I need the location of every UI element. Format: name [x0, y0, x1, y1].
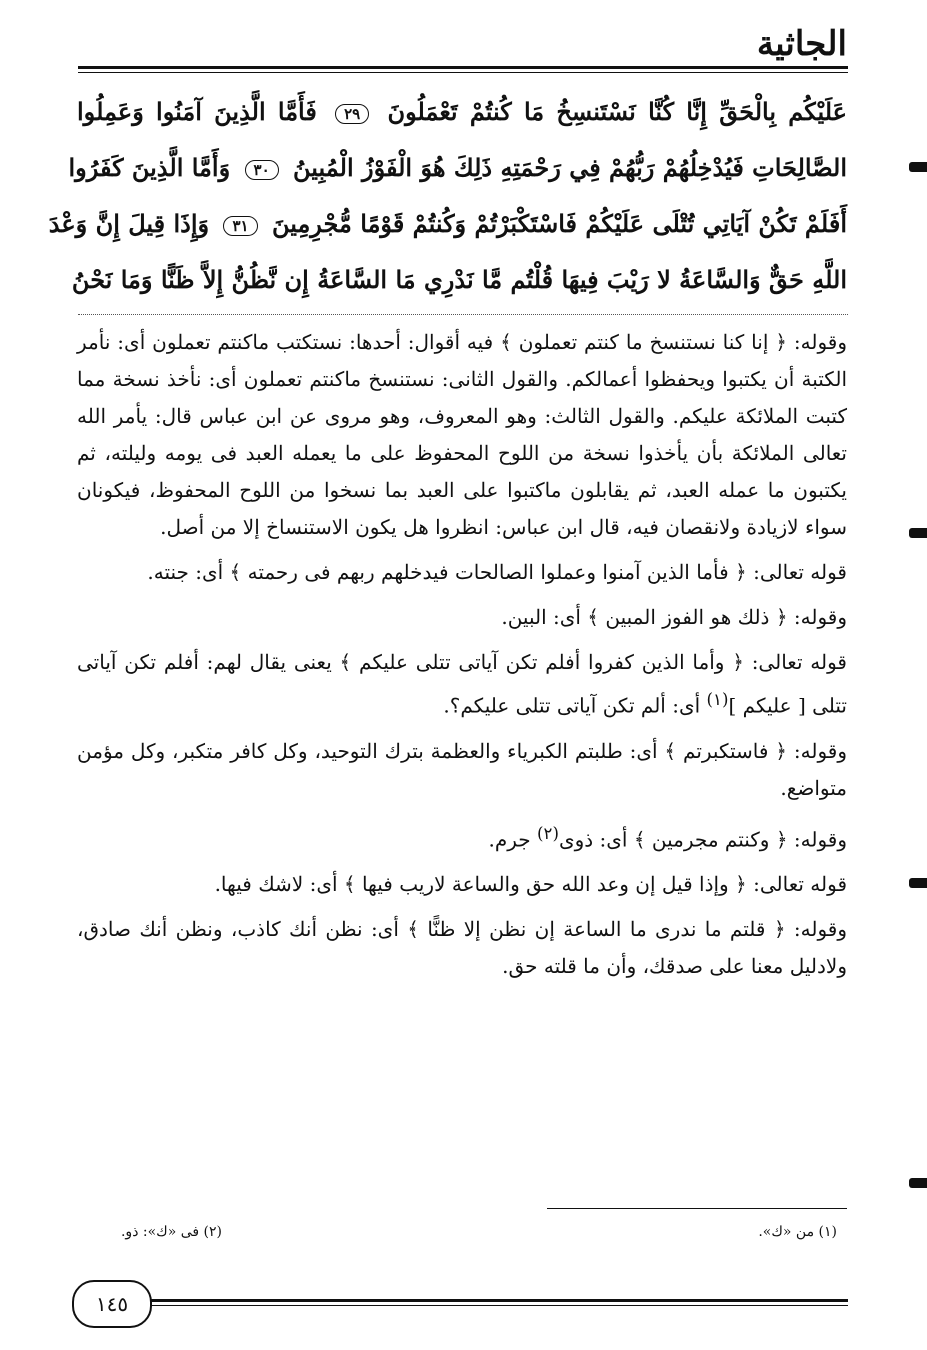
verse-text: وَإِذَا قِيلَ إِنَّ وَعْدَ	[48, 209, 210, 238]
commentary-paragraph: وقوله: ﴿ ذلك هو الفوز المبين ﴾ أى: البين.	[501, 605, 847, 629]
verse-text: أَفَلَمْ تَكُنْ آيَاتِي تُتْلَى عَلَيْكُمْ فَاسْتَكْبَرْتُمْ وَكُنتُمْ قَوْمًا مُّجْرِمِينَ	[271, 209, 847, 238]
footnote: (١) من «ك».	[758, 1224, 837, 1240]
verse-text: عَلَيْكُم بِالْحَقِّ إِنَّا كُنَّا نَسْتَنسِخُ مَا كُنتُمْ تَعْمَلُونَ	[387, 97, 847, 126]
verse-line	[77, 84, 847, 140]
header-rule-thin	[78, 72, 848, 73]
commentary-text: قوله تعالى: ﴿ وأما الذين كفروا أفلم تكن آياتى تتلى عليكم ﴾ يعنى يقال لهم: أفلم تكن آياتى تتلى [ عليكم ]	[77, 650, 847, 718]
verse-separator	[78, 314, 848, 315]
verse-number: ٢٩	[335, 104, 369, 124]
footnote: (٢) فى «ك»: ذو.	[120, 1224, 222, 1240]
commentary-text: جرم.	[488, 827, 537, 852]
verse-text: الصَّالِحَاتِ فَيُدْخِلُهُمْ رَبُّهُمْ فِي رَحْمَتِهِ ذَلِكَ هُوَ الْفَوْزُ الْمُبِينُ	[293, 153, 847, 182]
verse-line	[48, 196, 847, 252]
edge-marker	[909, 162, 927, 172]
verse-text: وَأَمَّا الَّذِينَ كَفَرُوا	[68, 153, 231, 182]
footer-rule-thin	[150, 1305, 848, 1306]
verse-text: اللَّهِ حَقٌّ وَالسَّاعَةُ لا رَيْبَ فِيهَا قُلْتُم مَّا نَدْرِي مَا السَّاعَةُ إِن نَّظُنُّ إِلاَّ ظَنًّا وَمَا نَحْنُ	[71, 265, 847, 294]
page-number: ١٤٥	[72, 1280, 152, 1328]
footnote-ref: (١)	[706, 690, 729, 709]
commentary-paragraph: وقوله: ﴿ فاستكبرتم ﴾ أى: طلبتم الكبرياء والعظمة بترك التوحيد، وكل كافر متكبر، وكل مؤمن متواضع.	[77, 738, 847, 800]
commentary-paragraph	[77, 644, 847, 725]
verse-line	[68, 140, 847, 196]
commentary-paragraph: قوله تعالى: ﴿ وإذا قيل إن وعد الله حق والساعة لاريب فيها ﴾ أى: لاشك فيها.	[214, 872, 847, 897]
quran-verses	[48, 84, 847, 308]
commentary-paragraph: وقوله: ﴿ قلتم ما ندرى ما الساعة إن نظن إلا ظنًّا ﴾ أى: نظن أنك كاذب، ونظن أنك صادق، ولادليل معنا على صدقك، وأن ما قلته حق.	[77, 917, 847, 979]
edge-marker	[909, 878, 927, 888]
footnote-ref: (٢)	[537, 823, 559, 843]
verse-number: ٣١	[223, 216, 257, 236]
commentary-paragraph	[77, 815, 847, 859]
footnote-rule	[547, 1208, 847, 1209]
edge-marker	[909, 1178, 927, 1188]
surah-title: الجاثية	[756, 24, 847, 64]
verse-text: فَأَمَّا الَّذِينَ آمَنُوا وَعَمِلُوا	[77, 97, 317, 126]
commentary-paragraph: قوله تعالى: ﴿ فأما الذين آمنوا وعملوا الصالحات فيدخلهم ربهم فى رحمته ﴾ أى: جنته.	[147, 560, 847, 584]
edge-marker	[909, 528, 927, 538]
verse-number: ٣٠	[245, 160, 279, 180]
verse-line	[71, 252, 847, 308]
footer-rule	[150, 1299, 848, 1302]
header-rule	[78, 66, 848, 69]
commentary	[77, 324, 847, 993]
commentary-paragraph: وقوله: ﴿ إنا كنا نستنسخ ما كنتم تعملون ﴾ فيه أقوال: أحدها: نستكتب ماكنتم تعملون أى: نأمر الكتبة أن يكتبوا ويحفظوا أعمالكم. والقول الثانى: نستنسخ ماكنتم تعملون أى: نأخذ نسخة مما كتبت الملائكة عليكم. والقول الثالث: وهو المعروف، وهو مروى عن ابن عباس قال: يأمر الله تعالى الملائكة بأن يأخذوا نسخة من اللوح المحفوظ على ما يعمله العبد فى يومه وليلته، ثم يكتبون ما عمله العبد، ثم يقابلون ماكتبوا على العبد بما نسخوا من اللوح المحفوظ، فيكونان سواء لازيادة ولانقصان فيه، قال ابن عباس: انظروا هل يكون الاستنساخ إلا من أصل.	[77, 330, 847, 539]
commentary-text: وقوله: ﴿ وكنتم مجرمين ﴾ أى: ذوى	[558, 827, 847, 852]
commentary-text: أى: ألم تكن آياتى تتلى عليكم؟.	[443, 693, 707, 718]
